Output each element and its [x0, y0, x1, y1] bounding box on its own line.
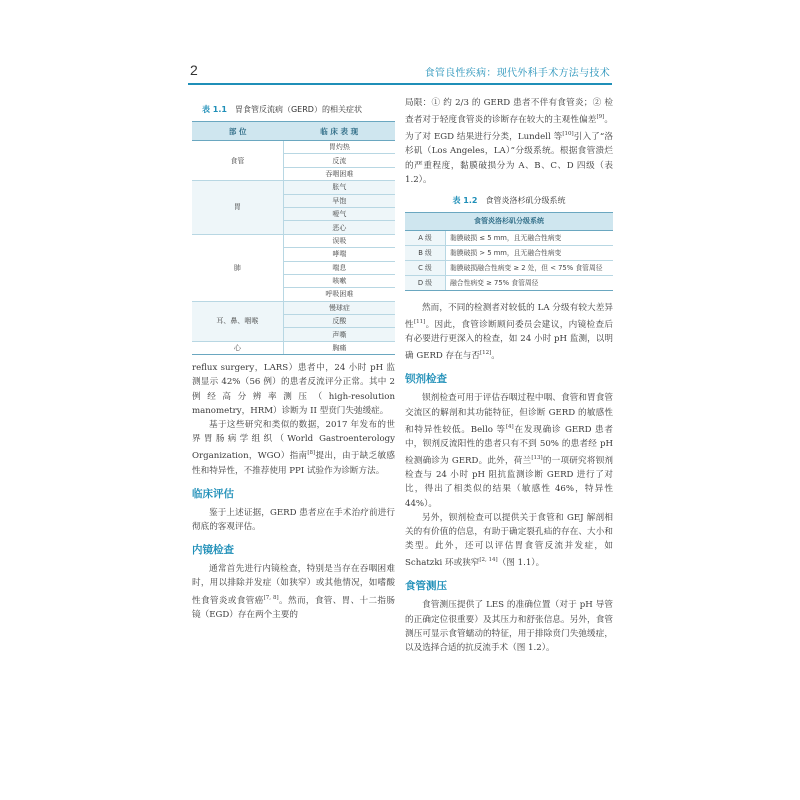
left-paragraph-4: [192, 562, 395, 622]
table-1-caption: [202, 104, 395, 115]
symptom-cell: 误吸: [283, 234, 395, 247]
symptom-cell: 早饱: [283, 194, 395, 207]
citation-ref: [9]: [596, 114, 605, 121]
col-part-header: 部 位: [192, 122, 283, 141]
symptom-cell: 反流: [283, 154, 395, 167]
symptom-cell: 吞咽困难: [283, 167, 395, 180]
table-row: [405, 245, 613, 260]
symptom-cell: 慢球症: [283, 301, 395, 314]
table-row: [192, 181, 395, 194]
symptom-cell: 胸痛: [283, 341, 395, 354]
table-row: [192, 234, 395, 247]
right-paragraph-3-end: 的一项研究将钡剂检查与 24 小时 pH 阻抗监测诊断 GERD 进行了对比，得出了相类似的结果（敏感性 46%，特异性 44%）。: [405, 456, 613, 509]
body-part-cell: 胃: [192, 181, 283, 235]
la-grade-cell: B 级: [405, 245, 446, 260]
table-1-label: 表 1.1: [202, 105, 227, 114]
heading-manometry: 食管测压: [405, 580, 447, 593]
left-column: [192, 96, 395, 622]
left-paragraph-1: reflux surgery，LARS）患者中，24 小时 pH 监测显示 42%（56 例）的患者反流评分正常。其中 2 例经高分辨率测压（high-resolution manometry，HRM）诊断为 II 型贲门失弛缓症。: [192, 363, 395, 416]
right-paragraph-2-text: 然而，不同的检测者对较低的 LA 分级有较大差异性: [405, 302, 613, 330]
col-symptom-header: 临 床 表 现: [283, 122, 395, 141]
right-paragraph-1-tail: 引入了“洛杉矶（Los Angeles，LA）”分级系统。根据食管溃烂的严重程度，黏膜破损分为 A、B、C、D 四级（表 1.2）。: [405, 132, 613, 185]
right-paragraph-1-mid: 。为了对 EGD 结果进行分类，Lundell 等: [405, 115, 613, 143]
la-grade-cell: D 级: [405, 275, 446, 290]
right-paragraph-4: [405, 511, 613, 571]
citation-ref: [2, 14]: [479, 557, 498, 564]
table-1-title: 胃食管反流病（GERD）的相关症状: [234, 105, 362, 114]
gerd-symptom-table: [192, 121, 395, 355]
right-paragraph-1: [405, 96, 613, 187]
right-paragraph-3-tail: 在发现确诊 GERD 患者中，钡剂反流阳性的患者只有不到 50% 的患者经 pH 检测确诊为 GERD。此外，荷兰: [405, 424, 613, 466]
citation-ref: [13]: [531, 455, 543, 462]
la-grade-description-cell: 黏膜破损 ≤ 5 mm，且无融合性病变: [446, 230, 614, 245]
symptom-cell: 胀气: [283, 181, 395, 194]
table-row: [405, 230, 613, 245]
symptom-cell: 嗳气: [283, 207, 395, 220]
symptom-cell: 咳嗽: [283, 274, 395, 287]
table-2-caption: [405, 195, 613, 206]
citation-ref: [10]: [562, 131, 574, 138]
la-grade-description-cell: 黏膜破损 > 5 mm，且无融合性病变: [446, 245, 614, 260]
citation-ref: [12]: [479, 350, 492, 357]
citation-ref: [8]: [307, 450, 316, 457]
table-row: [192, 141, 395, 154]
la-grade-table-body: [405, 230, 613, 290]
symptom-cell: 恶心: [283, 221, 395, 234]
right-paragraph-1-text: 局限：① 约 2/3 的 GERD 患者不伴有食管炎；② 检查者对于轻度食管炎的诊断存在较大的主观性偏差: [405, 98, 613, 126]
symptom-cell: 呼吸困难: [283, 288, 395, 301]
la-grade-cell: C 级: [405, 260, 446, 275]
la-grade-table: [405, 212, 613, 291]
right-paragraph-4-tail: （图 1.1）。: [497, 558, 545, 569]
left-paragraph-2: [192, 418, 395, 478]
citation-ref: [7, 8]: [263, 594, 279, 601]
left-paragraph-4-text: 通常首先进行内镜检查，特别是当存在吞咽困难时，用以排除并发症（如狭窄）或其他情况，如嗜酸性食管炎或食管癌: [192, 564, 395, 606]
right-paragraph-5: 食管测压提供了 LES 的准确位置（对于 pH 导管的正确定位很重要）及其压力和舒张信息。另外，食管测压可显示食管蠕动的特征，用于排除贲门失弛缓症，以及选择合适的抗反流手术（图 1.2）。: [405, 600, 613, 654]
symptom-cell: 胃灼热: [283, 141, 395, 154]
right-paragraph-2: [405, 301, 613, 364]
right-column: [405, 96, 613, 655]
header-rule: [188, 83, 612, 85]
symptom-cell: 喘息: [283, 261, 395, 274]
la-grade-description-cell: 融合性病变 ≥ 75% 食管周径: [446, 275, 614, 290]
left-paragraph-3: 鉴于上述证据，GERD 患者应在手术治疗前进行彻底的客观评估。: [192, 507, 395, 532]
la-grade-description-cell: 黏膜破损融合性病变 ≥ 2 处，但 < 75% 食管周径: [446, 260, 614, 275]
symptom-cell: 哮喘: [283, 248, 395, 261]
body-part-cell: 食管: [192, 141, 283, 181]
symptom-cell: 反酸: [283, 315, 395, 328]
table-row: [192, 301, 395, 314]
body-part-cell: 耳、鼻、咽喉: [192, 301, 283, 341]
symptom-cell: 声嘶: [283, 328, 395, 341]
table-row: [192, 341, 395, 354]
la-grade-table-header: 食管炎洛杉矶分级系统: [405, 212, 613, 230]
body-part-cell: 肺: [192, 234, 283, 301]
heading-endoscopy: 内镜检查: [192, 544, 234, 557]
left-paragraph-4-tail: 。然而，食管、胃、十二指肠镜（EGD）存在两个主要的: [192, 595, 395, 620]
citation-ref: [11]: [413, 319, 426, 326]
la-grade-cell: A 级: [405, 230, 446, 245]
right-paragraph-3: [405, 391, 613, 510]
right-paragraph-4-text: 另外，钡剂检查可以提供关于食管和 GEJ 解剖相关的有价值的信息，有助于确定裂孔疝的存在、大小和类型。此外，还可以评估胃食管反流并发症，如 Schatzki 环或狭窄: [405, 512, 613, 569]
left-paragraph-2-text: 基于这些研究和类似的数据，2017 年发布的世界胃肠病学组织（World Gastroenterology Organization，WGO）指南: [192, 420, 395, 462]
table-2-label: 表 1.2: [452, 195, 478, 205]
table-row: [405, 260, 613, 275]
right-paragraph-2-end: 。: [491, 351, 500, 362]
left-paragraph-2-tail: 提出，由于缺乏敏感性和特异性，不推荐使用 PPI 试验作为诊断方法。: [192, 451, 395, 476]
heading-barium-study: 钡剂检查: [405, 373, 447, 386]
gerd-symptom-table-body: [192, 141, 395, 355]
right-paragraph-2-tail: 。因此，食管诊断顾问委员会建议，内镜检查后有必要进行更深入的检查，如 24 小时 pH 监测，以明确 GERD 存在与否: [405, 320, 613, 362]
citation-ref: [4]: [505, 423, 514, 430]
right-paragraph-3-text: 钡剂检查可用于评估吞咽过程中咽、食管和胃食管交流区的解剖和其功能特征，但诊断 GERD 的敏感性和特异性较低。Bello 等: [405, 393, 613, 435]
page-number: 2: [190, 62, 198, 78]
table-row: [405, 275, 613, 290]
body-part-cell: 心: [192, 341, 283, 354]
table-2-title: 食管炎洛杉矶分级系统: [485, 195, 566, 205]
running-title: 食管良性疾病：现代外科手术方法与技术: [424, 68, 610, 79]
heading-clinical-assessment: 临床评估: [192, 487, 234, 500]
